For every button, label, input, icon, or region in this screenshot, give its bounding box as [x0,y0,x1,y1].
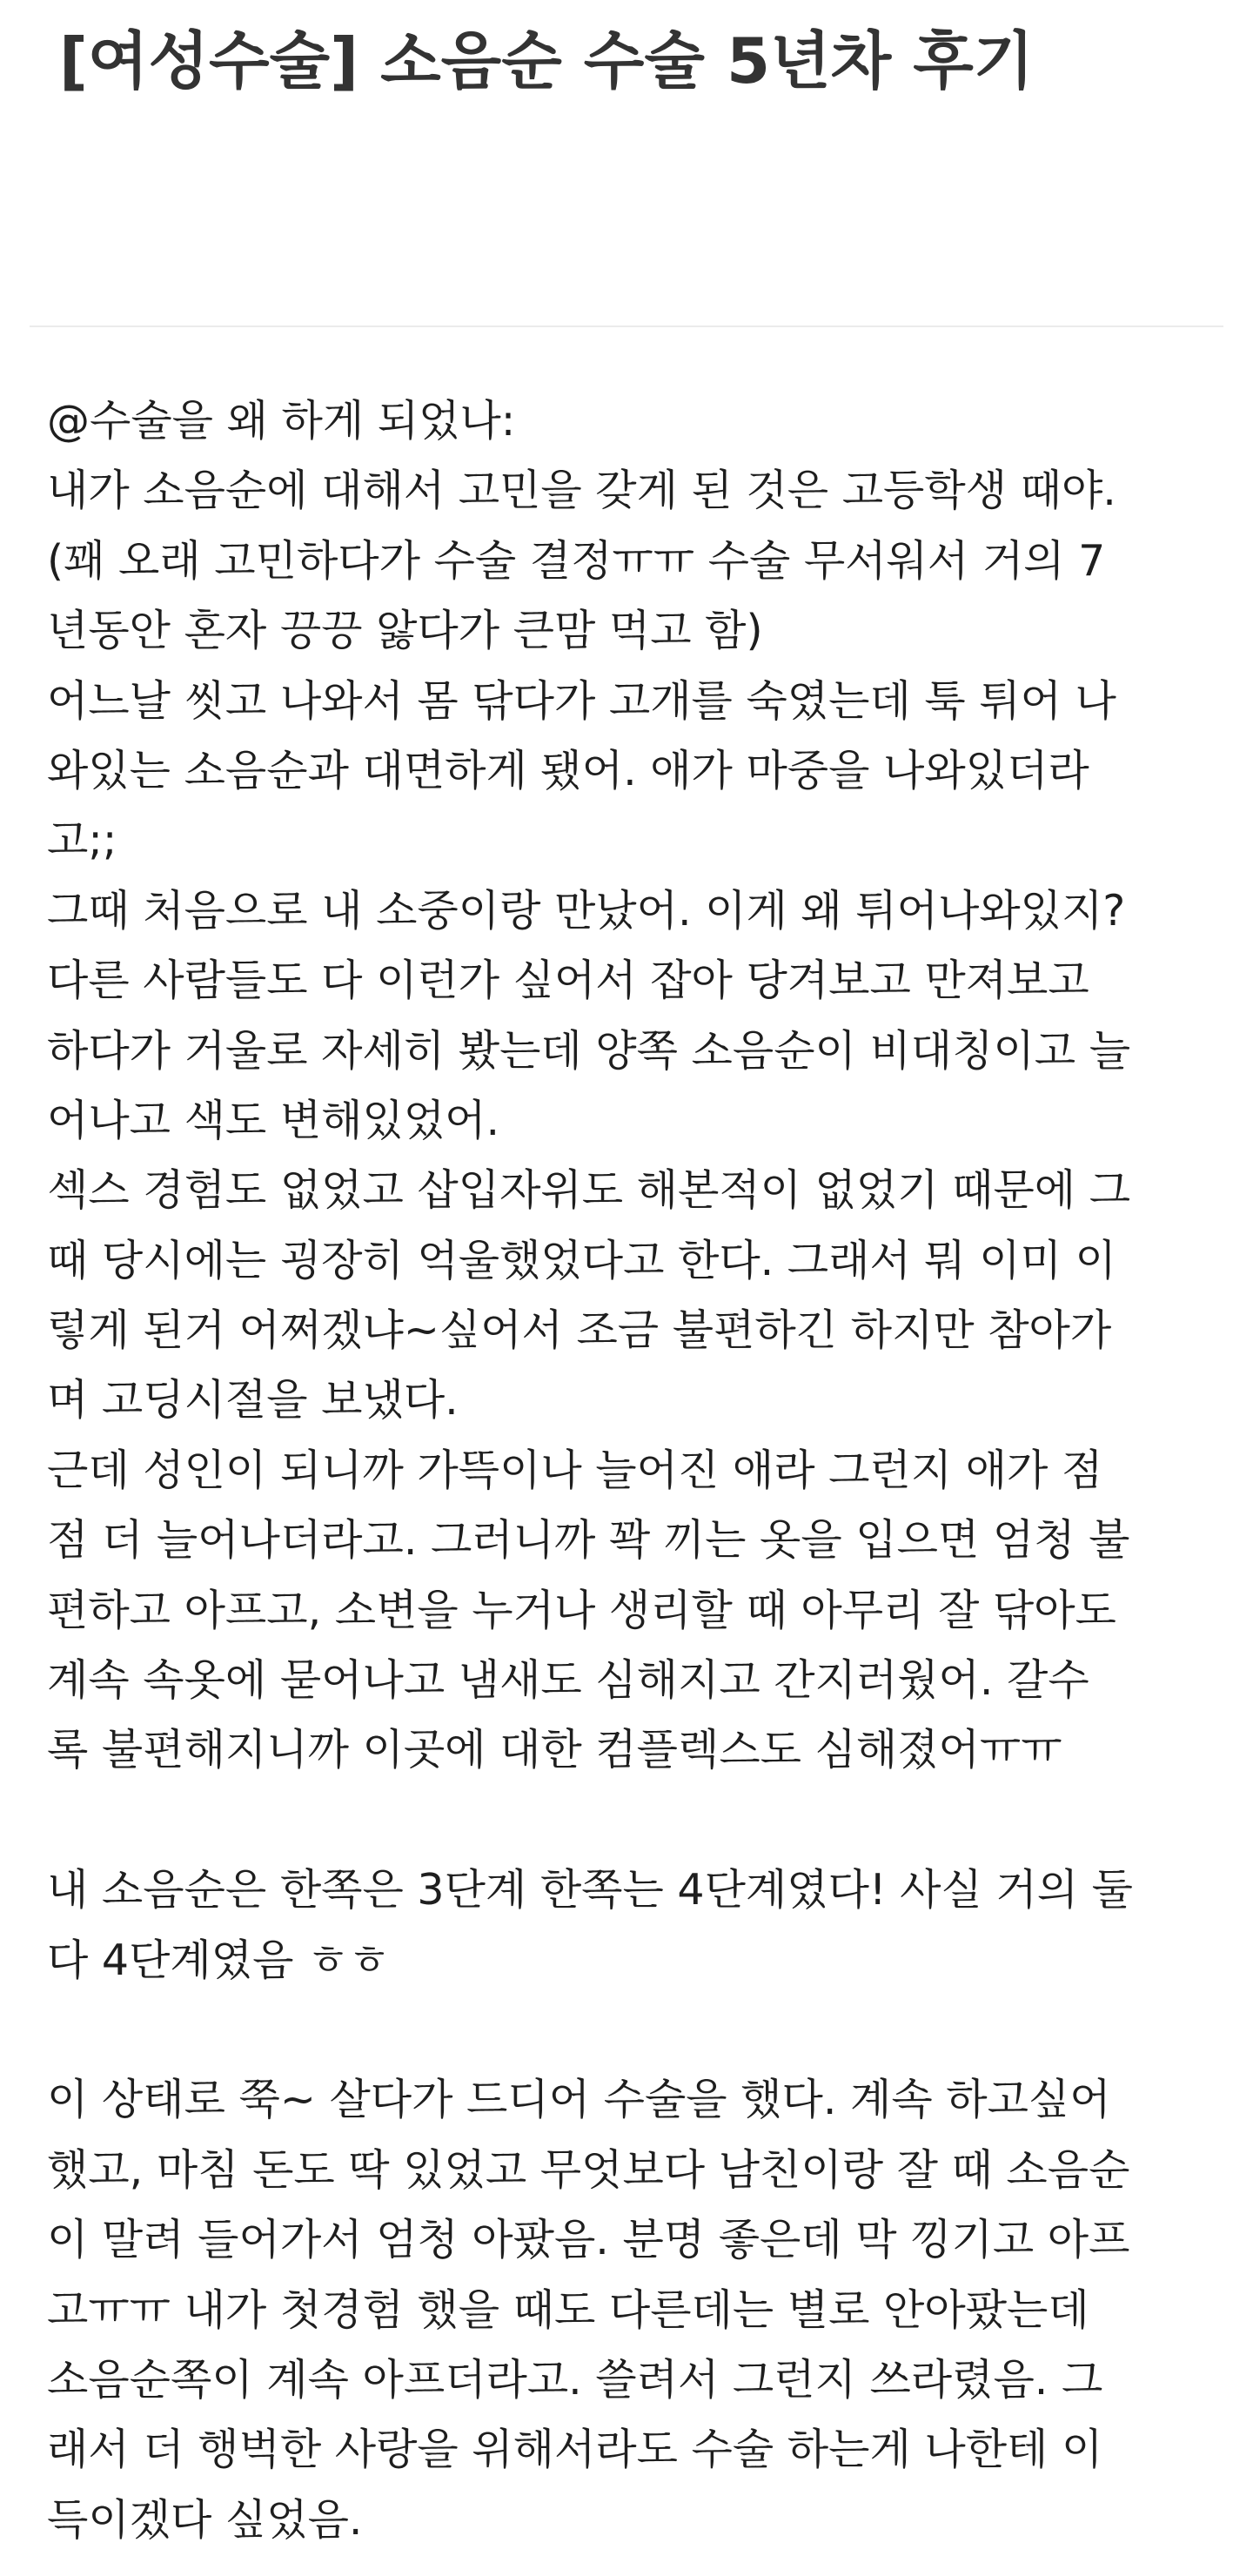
body-line: 어느날 씻고 나와서 몸 닦다가 고개를 숙였는데 툭 튀어 나 [47,675,1116,726]
body-line: 이 말려 들어가서 엄청 아팠음. 분명 좋은데 막 낑기고 아프 [47,2215,1130,2265]
body-line: 때 당시에는 굉장히 억울했었다고 한다. 그래서 뭐 이미 이 [47,1235,1116,1285]
body-line: 점 더 늘어나더라고. 그러니까 꽉 끼는 옷을 입으면 엄청 불 [47,1515,1130,1566]
body-line: 고ㅠㅠ 내가 첫경험 했을 때도 다른데는 별로 안아팠는데 [47,2284,1089,2335]
body-line: 며 고딩시절을 보냈다. [47,1375,459,1426]
body-line: 고;; [47,815,117,866]
body-line: 렇게 된거 어쩌겠냐~싶어서 조금 불편하긴 하지만 참아가 [47,1305,1112,1356]
body-line: 소음순쪽이 계속 아프더라고. 쓸려서 그런지 쓰라렸음. 그 [47,2354,1103,2405]
body-line: 하다가 거울로 자세히 봤는데 양쪽 소음순이 비대칭이고 늘 [47,1025,1131,1076]
paragraph-gap [47,1786,1230,1855]
post-body [47,386,1230,2555]
body-line: 이 상태로 쭉~ 살다가 드디어 수술을 했다. 계속 하고싶어 [47,2075,1111,2125]
body-line: 근데 성인이 되니까 가뜩이나 늘어진 애라 그런지 애가 점 [47,1445,1103,1495]
body-line: 록 불편해지니까 이곳에 대한 컴플렉스도 심해졌어ㅠㅠ [47,1725,1062,1775]
body-line: 와있는 소음순과 대면하게 됐어. 애가 마중을 나와있더라 [47,745,1089,795]
body-line: 편하고 아프고, 소변을 누거나 생리할 때 아무리 잘 닦아도 [47,1585,1116,1635]
body-line: 래서 더 행벅한 사랑을 위해서라도 수술 하는게 나한테 이 [47,2425,1103,2475]
body-line: @수술을 왜 하게 되었나: [47,396,516,446]
body-line: 그때 처음으로 내 소중이랑 만났어. 이게 왜 튀어나와있지? [47,885,1126,936]
body-line: 내가 소음순에 대해서 고민을 갖게 된 것은 고등학생 때야. [47,466,1116,516]
body-line: 했고, 마침 돈도 딱 있었고 무엇보다 남친이랑 잘 때 소음순 [47,2144,1130,2195]
body-line: (꽤 오래 고민하다가 수술 결정ㅠㅠ 수술 무서워서 거의 7 [47,535,1106,586]
body-line: 다 4단계였음 ㅎㅎ [47,1935,390,1985]
body-line: 득이겠다 싶었음. [47,2494,363,2545]
title-divider [30,325,1223,327]
body-line: 어나고 색도 변해있었어. [47,1095,500,1145]
body-line: 내 소음순은 한쪽은 3단계 한쪽는 4단계였다! 사실 거의 둘 [47,1865,1133,1915]
body-line: 다른 사람들도 다 이런가 싶어서 잡아 당겨보고 만져보고 [47,956,1089,1006]
body-line: 년동안 혼자 끙끙 앓다가 큰맘 먹고 함) [47,606,763,656]
paragraph-gap [47,1996,1230,2065]
body-line: 섹스 경험도 없었고 삽입자위도 해본적이 없었기 때문에 그 [47,1165,1131,1216]
post-title: [여성수술] 소음순 수술 5년차 후기 [59,24,1035,97]
body-line: 계속 속옷에 묻어나고 냄새도 심해지고 간지러웠어. 갈수 [47,1655,1089,1706]
